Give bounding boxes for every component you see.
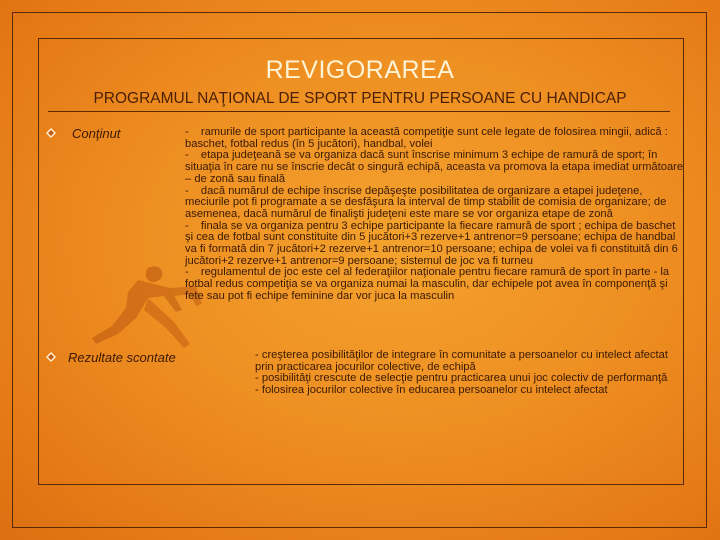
list-item-text: ramurile de sport participante la această competiţie sunt cele legate de folosirea mingii, adică : baschet, fotbal redus (în 5 jucători), handbal, volei (185, 126, 668, 150)
list-item-text: folosirea jocurilor colective în educarea persoanelor cu intelect afectat (261, 384, 608, 397)
results-label: Rezultate scontate (68, 350, 176, 365)
slide-title: REVIGORAREA (265, 56, 455, 84)
list-item-dash: - (185, 126, 192, 138)
title-divider (48, 111, 670, 112)
list-item-dash: - (255, 384, 262, 397)
list-item-dash: - (185, 184, 192, 197)
slide-bullet-icon (46, 352, 56, 362)
list-item-dash: - (255, 372, 262, 385)
list-item (185, 186, 685, 221)
list-item-text: regulamentul de joc este cel al federaţiilor naţionale pentru fiecare ramură de sport în parte - la fotbal redus competiţia se va organiza numai la masculin, dar echipele pot avea în componenţă şi fete sau pot fi echipe feminine dar vor juca la masculin (185, 266, 670, 302)
list-item-dash: - (185, 219, 192, 232)
list-item-dash: - (185, 266, 192, 279)
slide-subtitle: PROGRAMUL NAŢIONAL DE SPORT PENTRU PERSOANE CU HANDICAP (93, 90, 627, 107)
list-item (185, 267, 685, 302)
list-item (185, 127, 685, 150)
list-item (255, 350, 675, 373)
list-item-text: finala se va organiza pentru 3 echipe participante la fiecare ramură de sport ; echipa de baschet şi cea de fotbal sunt constituite din 5 jucători+3 rezerve+1 antrenor=9 persoane; echipa de handbal va fi formată din 7 jucători+2 rezerve+1 antrenor=10 persoane; echipa de volei va fi constituită din 6 jucători+2 rezerve+1 antrenor=9 persoane; sistemul de joc va fi turneu (185, 219, 678, 267)
list-item-text: creşterea posibilităţilor de integrare în comunitate a persoanelor cu intelect afectat prin practicarea jocurilor colective, de echipă (255, 349, 668, 373)
list-item-text: posibilităţi crescute de selecţie pentru practicarea unui joc colectiv de performanţă (261, 372, 668, 385)
content-label: Conţinut (72, 126, 121, 141)
slide-bullet-icon (46, 128, 56, 138)
list-item (185, 221, 685, 268)
results-list (255, 350, 675, 397)
list-item-dash: - (185, 149, 192, 162)
list-item (185, 150, 685, 185)
list-item (255, 385, 675, 397)
content-list (185, 127, 685, 303)
list-item-dash: - (255, 349, 262, 361)
list-item-text: dacă numărul de echipe înscrise depăşeşte posibilitatea de organizare a etapei judeţene, meciurile pot fi programate a se desfăşura la interval de timp stabilit de comisia de organizare; de asemenea, dacă numărul de finalişti judeţeni este mare se vor organiza etape de zonă (185, 184, 667, 220)
list-item-text: etapa judeţeană se va organiza dacă sunt înscrise minimum 3 echipe de ramură de sport; în situaţia în care nu se înscrie decât o singură echipă, aceasta va promova la etapa imediat următoare – de zonă sau finală (185, 149, 684, 185)
